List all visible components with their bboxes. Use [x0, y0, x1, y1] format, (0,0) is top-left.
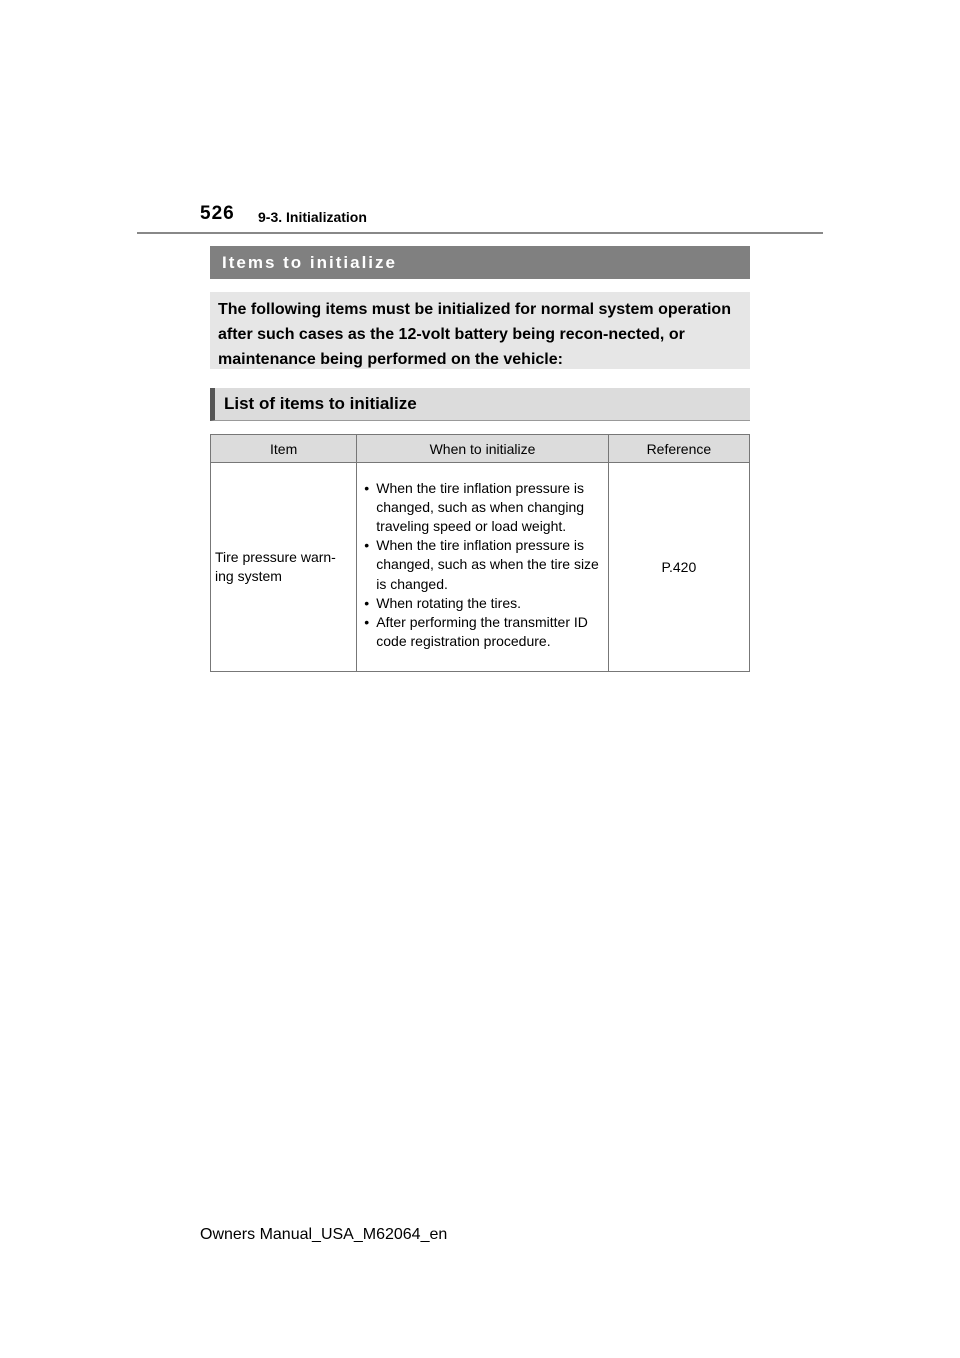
header-divider: [137, 232, 823, 234]
table-header-row: [211, 435, 750, 463]
column-header-when: When to initialize: [357, 435, 608, 463]
footer-manual-id: Owners Manual_USA_M62064_en: [200, 1226, 448, 1243]
when-list: [360, 479, 604, 652]
reference-cell: P.420: [608, 463, 749, 672]
item-cell: Tire pressure warn-ing system: [211, 463, 357, 672]
section-title: Items to initialize: [210, 246, 750, 279]
list-item: • When the tire inflation pressure is changed, such as when the tire size is changed.: [360, 536, 604, 594]
intro-text: The following items must be initialized for normal system operation after such cases as the 12-volt battery being recon-nected, or maintenance being performed on the vehicle:: [210, 292, 750, 369]
table-row: [211, 463, 750, 672]
section-label: 9-3. Initialization: [258, 209, 367, 225]
page-number: 526: [200, 203, 235, 224]
when-cell: [357, 463, 608, 672]
subsection-title: List of items to initialize: [210, 388, 750, 421]
column-header-item: Item: [211, 435, 357, 463]
items-table: [210, 434, 750, 672]
list-item: • When the tire inflation pressure is changed, such as when changing traveling speed or load weight.: [360, 479, 604, 537]
column-header-reference: Reference: [608, 435, 749, 463]
list-item: • After performing the transmitter ID code registration procedure.: [360, 613, 604, 651]
list-item: • When rotating the tires.: [360, 594, 604, 613]
